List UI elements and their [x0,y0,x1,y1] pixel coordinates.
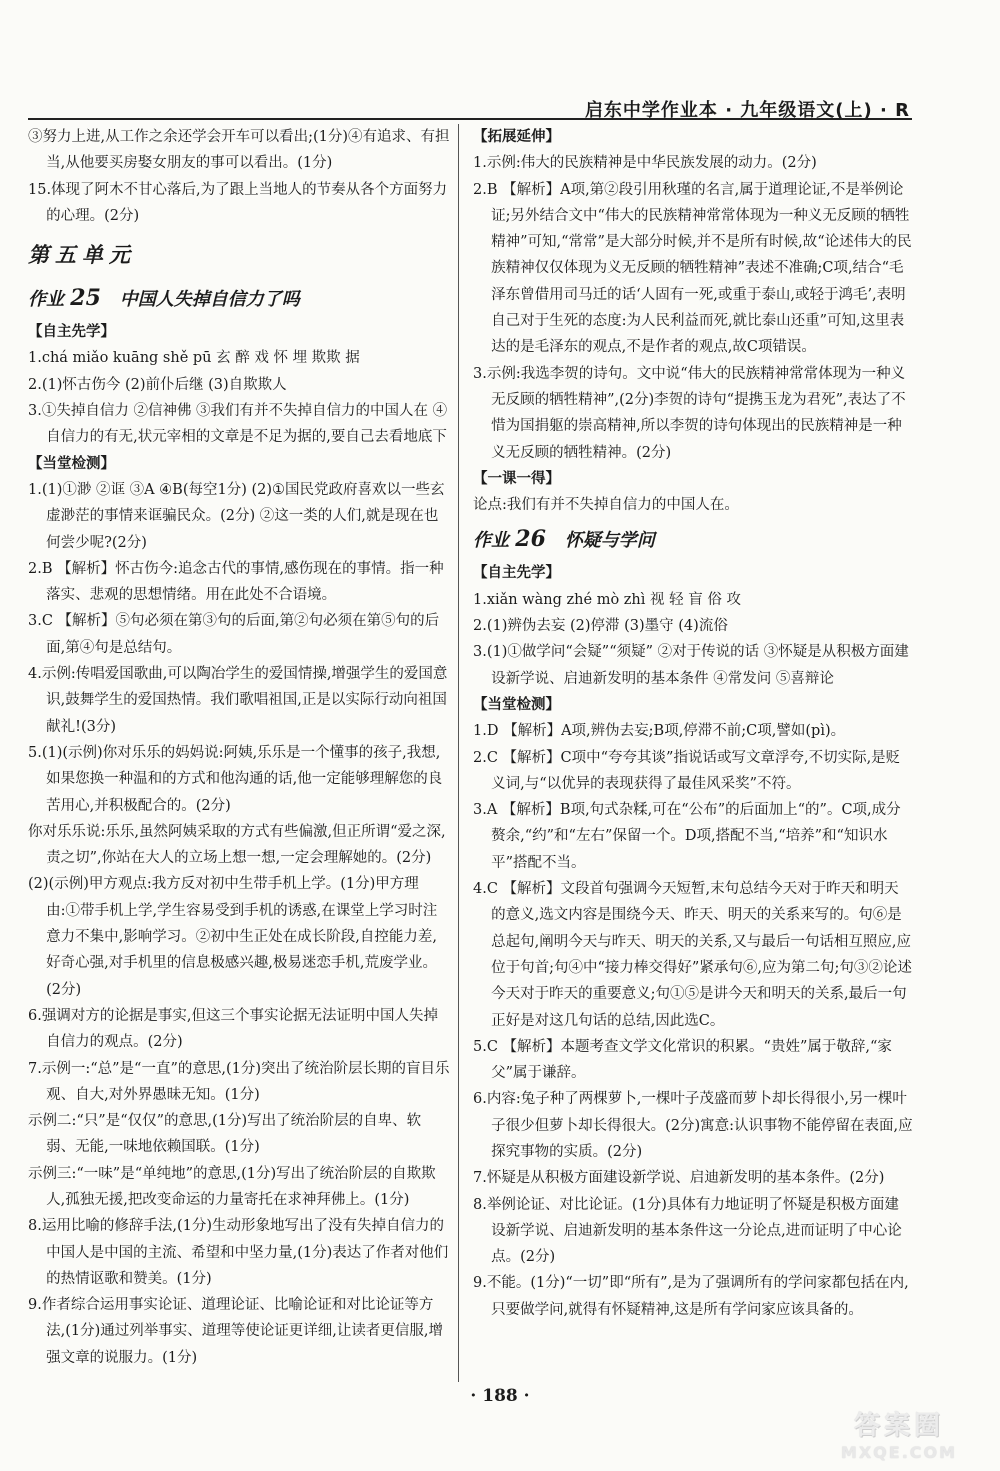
watermark-logo [808,1405,990,1465]
page-number: · 188 · [470,1386,530,1406]
answer-item: 9.作者综合运用事实论证、道理论证、比喻论证和对比论证等方法,(1分)通过列举事实、道理等使论证更详细,让读者更信服,增强文章的说服力。(1分) [28,1297,443,1366]
section-heading: 【一课一得】 [473,470,560,487]
homework-number: 26 [515,526,546,553]
answer-item: 15.体现了阿木不甘心落后,为了跟上当地人的节奏从各个方面努力的心理。(2分) [28,181,448,224]
answer-item: 3.A 【解析】B项,句式杂糅,可在“公布”的后面加上“的”。C项,成分赘余,“约”和“左右”保留一个。D项,搭配不当,“培养”和“知识水平”搭配不当。 [473,802,901,871]
answer-item: 4.C 【解析】文段首句强调今天短暂,末句总结今天对于昨天和明天的意义,选文内容是围绕今天、昨天、明天的关系来写的。句⑥是总起句,阐明今天与昨天、明天的关系,又与最后一句话相互照应,应位于句首;句④中“接力棒交得好”紧承句⑥,应为第二句;句③②论述今天对于昨天的重要意义;句①⑤是讲今天和明天的关系,最后一句正好是对这几句话的总结,因此选C。 [473,881,912,1029]
answer-item: 1.xiǎn wàng zhé mò zhì 视 轻 盲 俗 攻 [473,591,741,608]
section-heading: 【当堂检测】 [28,455,115,472]
watermark-text: 答案圈 [853,1411,944,1441]
right-column [473,124,913,1323]
lesson-title: 中国人失掉自信力了吗 [119,289,300,311]
answer-item: 1.示例:伟大的民族精神是中华民族发展的动力。(2分) [473,155,817,172]
answer-item: 你对乐乐说:乐乐,虽然阿姨采取的方式有些偏激,但正所谓“爱之深,责之切”,你站在大人的立场上想一想,一定会理解她的。(2分) [28,823,446,867]
answer-item: 1.D 【解析】A项,辨伪去妄;B项,停滞不前;C项,譬如(pì)。 [473,723,846,740]
page-header [0,0,1000,120]
answer-item: 6.强调对方的论据是事实,但这三个事实论据无法证明中国人失掉自信力的观点。(2分) [28,1007,438,1051]
answer-item: 1.chá miǎo kuāng shě pū 玄 醉 戏 怀 埋 欺欺 据 [28,350,360,367]
unit-title: 第五单元 [28,242,136,268]
book-title: 启东中学作业本 · 九年级语文(上) · R [584,100,910,121]
answer-item: 6.内容:兔子种了两棵萝卜,一棵叶子茂盛而萝卜却长得很小,另一棵叶子很少但萝卜却长得很大。(2分)寓意:认识事物不能停留在表面,应探究事物的实质。(2分) [473,1091,913,1160]
answer-item: 5.C 【解析】本题考查文学文化常识的积累。“贵姓”属于敬辞,“家父”属于谦辞。 [473,1038,892,1082]
answer-item: 示例三:“一味”是“单纯地”的意思,(1分)写出了统治阶层的自欺欺人,孤独无援,把改变命运的力量寄托在求神拜佛上。(1分) [28,1165,436,1208]
section-heading: 【拓展延伸】 [473,129,560,145]
header-rule [28,118,912,120]
column-divider [458,124,459,1382]
answer-item: 1.(1)①渺 ②诓 ③A ④B(每空1分) (2)①国民党政府喜欢以一些玄虚渺茫的事情来诓骗民众。(2分) ②这一类的人们,就是现在也何尝少呢?(2分) [28,481,445,551]
answer-item: 3.C 【解析】⑤句必须在第③句的后面,第②句必须在第⑤句的后面,第④句是总结句。 [28,613,440,656]
answer-item: 3.示例:我选李贺的诗句。文中说“伟大的民族精神常常体现为一种义无反顾的牺牲精神”,(2分)李贺的诗句“提携玉龙为君死”,表达了不惜为国捐躯的崇高精神,所以李贺的诗句体现出的民族精神是一种义无反顾的牺牲精神。(2分) [473,365,906,461]
answer-item: 2.B 【解析】怀古伤今:追念古代的事情,感伤现在的事情。指一种落实、悲观的思想情绪。用在此处不合语境。 [28,560,444,604]
answer-item: 4.示例:传唱爱国歌曲,可以陶冶学生的爱国情操,增强学生的爱国意识,鼓舞学生的爱国热情。我们歌唱祖国,正是以实际行动向祖国献礼!(3分) [28,666,448,735]
lesson-title: 怀疑与学问 [564,530,655,552]
watermark-url: MXQE.COM [840,1443,958,1462]
homework-label: 作业 [473,530,509,552]
homework-label: 作业 [28,289,64,311]
answer-item: 7.示例一:“总”是“一直”的意思,(1分)突出了统治阶层长期的盲目乐观、自大,对外界愚昧无知。(1分) [28,1060,450,1103]
section-heading: 【自主先学】 [28,324,115,341]
answer-item: 9.不能。(1分)“一切”即“所有”,是为了强调所有的学问家都包括在内,只要做学问,就得有怀疑精神,这是所有学问家应该具备的。 [473,1275,909,1318]
homework-number: 25 [70,285,101,312]
answer-item: 5.(1)(示例)你对乐乐的妈妈说:阿姨,乐乐是一个懂事的孩子,我想,如果您换一种温和的方式和他沟通的话,他一定能够理解您的良苦用心,并积极配合的。(2分) [28,744,443,814]
answer-item: 7.怀疑是从积极方面建设新学说、启迪新发明的基本条件。(2分) [473,1170,885,1187]
answer-item: 8.举例论证、对比论证。(1分)具体有力地证明了怀疑是积极方面建设新学说、启迪新发明的基本条件这一分论点,进而证明了中心论点。(2分) [473,1196,902,1266]
answer-item: 2.B 【解析】A项,第②段引用秋瑾的名言,属于道理论证,不是举例论证;另外结合文中“伟大的民族精神常常体现为一种义无反顾的牺牲精神”可知,“常常”是大部分时候,并不是所有时候,故“论述伟大的民族精神仅仅体现为义无反顾的牺牲精神”表述不准确;C项,结合“毛泽东曾借用司马迁的话‘人固有一死,或重于泰山,或轻于鸿毛’,表明自己对于生死的态度:为人民利益而死,就比泰山还重”可知,这里表达的是毛泽东的观点,不是作者的观点,故C项错误。 [473,181,912,356]
answer-item: 论点:我们有并不失掉自信力的中国人在。 [473,497,739,514]
answer-item: 8.运用比喻的修辞手法,(1分)生动形象地写出了没有失掉自信力的中国人是中国的主流、希望和中坚力量,(1分)表达了作者对他们的热情讴歌和赞美。(1分) [28,1218,449,1287]
section-heading: 【当堂检测】 [473,696,560,713]
answer-item: 2.(1)怀古伤今 (2)前仆后继 (3)自欺欺人 [28,376,287,393]
homework-title [28,281,450,317]
answer-item: 示例二:“只”是“仅仅”的意思,(1分)写出了统治阶层的自卑、软弱、无能,一味地依赖国联。(1分) [28,1113,422,1156]
left-column [28,124,450,1371]
answer-item: 3.(1)①做学问“会疑”“须疑” ②对于传说的话 ③怀疑是从积极方面建设新学说、启迪新发明的基本条件 ④常发问 ⑤喜辩论 [473,644,909,687]
homework-title [473,522,913,558]
section-heading: 【自主先学】 [473,565,560,582]
answer-item: ③努力上进,从工作之余还学会开车可以看出;(1分)④有追求、有担当,从他要买房娶女朋友的事可以看出。(1分) [28,129,450,172]
answer-item: (2)(示例)甲方观点:我方反对初中生带手机上学。(1分)甲方理由:①带手机上学,学生容易受到手机的诱惑,在课堂上学习时注意力不集中,影响学习。②初中生正处在成长阶段,自控能力差,好奇心强,对手机里的信息极感兴趣,极易迷恋手机,荒废学业。(2分) [28,876,438,998]
answer-item: 2.C 【解析】C项中“夸夸其谈”指说话或写文章浮夸,不切实际,是贬义词,与“以优异的表现获得了最佳风采奖”不符。 [473,749,901,792]
answer-item: 3.①失掉自信力 ②信神佛 ③我们有并不失掉自信力的中国人在 ④自信力的有无,状元宰相的文章是不足为据的,要自己去看地底下 [28,403,448,446]
answer-item: 2.(1)辨伪去妄 (2)停滞 (3)墨守 (4)流俗 [473,618,728,635]
